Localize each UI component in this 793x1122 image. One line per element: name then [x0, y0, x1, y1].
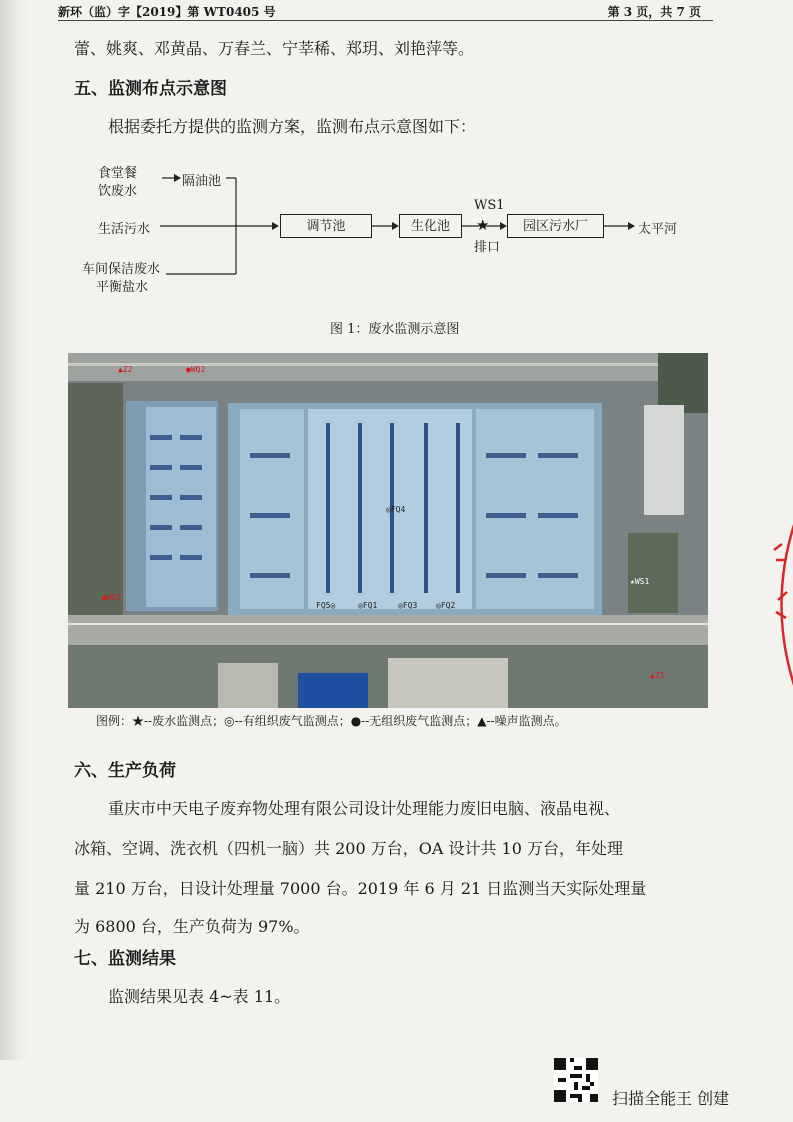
ws1-star-icon: ★: [476, 216, 490, 234]
personnel-names: 蕾、姚爽、邓黄晶、万春兰、宁莘稀、郑玥、刘艳萍等。: [74, 39, 475, 58]
wastewater-point-ws1: ★WS1: [630, 577, 650, 586]
organized-point-fq1: ◎FQ1: [358, 601, 378, 610]
park-plant-box: 园区污水厂: [507, 214, 604, 238]
organized-point-fq2: ◎FQ2: [436, 601, 456, 610]
grease-trap-label: 隔油池: [182, 174, 222, 189]
section5-intro: 根据委托方提供的监测方案，监测布点示意图如下：: [108, 117, 477, 136]
figure-caption: 图 1：废水监测示意图: [330, 322, 460, 337]
river-label: 太平河: [638, 222, 678, 237]
section6-line1: 重庆市中天电子废弃物处理有限公司设计处理能力废旧电脑、液晶电视、: [108, 799, 621, 818]
section6-line3: 量 210 万台，日设计处理量 7000 台。2019 年 6 月 21 日监测当天实际处理量: [74, 879, 647, 898]
wastewater-flow-diagram: [0, 150, 793, 340]
satellite-image: [68, 353, 708, 708]
source-workshop-line1: 车间保洁废水: [82, 262, 161, 277]
noise-point-z1: ▲Z1: [650, 671, 665, 680]
map-legend: 图例：★--废水监测点；◎--有组织废气监测点；●--无组织废气监测点；▲--噪声监测点。: [96, 714, 567, 728]
fugitive-point-wq1: ●WQ1: [102, 593, 122, 602]
section7-text: 监测结果见表 4~表 11。: [108, 987, 291, 1006]
section7-heading: 七、监测结果: [74, 949, 176, 969]
organized-point-fq3: ◎FQ3: [398, 601, 418, 610]
organized-point-fq5: FQ5◎: [316, 601, 336, 610]
source-domestic: 生活污水: [98, 222, 151, 237]
document-number: 新环（监）字【2019】第 WT0405 号: [58, 5, 276, 19]
header-rule: [58, 20, 713, 21]
section5-heading: 五、监测布点示意图: [74, 79, 227, 99]
qr-code-icon: [554, 1058, 598, 1102]
section6-heading: 六、生产负荷: [74, 761, 176, 781]
scanner-watermark-text: 扫描全能王 创建: [612, 1089, 730, 1108]
section6-line4: 为 6800 台，生产负荷为 97%。: [74, 917, 310, 936]
fugitive-point-wq2: ●WQ2: [186, 365, 206, 374]
organized-point-fq4: ◎FQ4: [386, 505, 406, 514]
ws1-label: WS1: [474, 198, 505, 213]
source-workshop-line2: 平衡盐水: [96, 280, 149, 295]
source-canteen-line1: 食堂餐: [98, 166, 138, 181]
outlet-label: 排口: [474, 240, 501, 255]
red-seal-stamp-fragment: [764, 520, 793, 690]
section6-line2: 冰箱、空调、洗衣机（四机一脑）共 200 万台，OA 设计共 10 万台，年处理: [74, 839, 624, 858]
regulating-pool-box: 调节池: [280, 214, 372, 238]
page-info: 第 3 页，共 7 页: [607, 5, 701, 19]
source-canteen-line2: 饮废水: [98, 184, 138, 199]
bio-pool-box: 生化池: [399, 214, 462, 238]
monitoring-site-map: [68, 353, 708, 708]
noise-point-z2: ▲Z2: [118, 365, 133, 374]
